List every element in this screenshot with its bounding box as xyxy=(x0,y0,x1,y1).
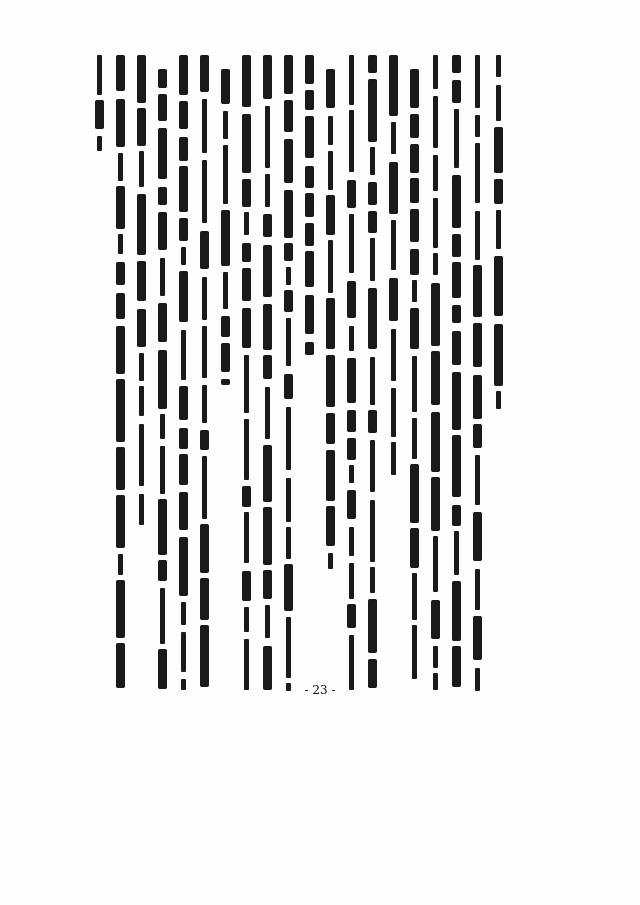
text-word xyxy=(368,79,377,142)
text-word xyxy=(412,625,417,679)
text-word xyxy=(158,499,167,555)
text-word xyxy=(412,573,417,620)
text-word xyxy=(265,605,270,638)
text-word xyxy=(181,330,186,380)
text-word xyxy=(284,100,293,132)
text-word xyxy=(433,198,438,248)
text-word xyxy=(181,632,186,672)
text-column xyxy=(95,55,109,151)
text-word xyxy=(412,418,417,459)
text-column xyxy=(494,55,508,415)
text-word xyxy=(475,55,480,108)
text-word xyxy=(389,55,398,116)
text-word xyxy=(179,454,188,485)
text-word xyxy=(158,303,167,342)
text-word xyxy=(139,353,144,381)
text-word xyxy=(412,356,417,412)
text-word xyxy=(433,536,438,592)
text-word xyxy=(452,234,461,257)
text-word xyxy=(116,447,125,490)
text-word xyxy=(391,442,396,475)
text-column xyxy=(410,69,424,690)
text-word xyxy=(160,588,165,644)
text-column xyxy=(305,55,319,355)
text-word xyxy=(116,643,125,688)
text-word xyxy=(179,101,188,129)
text-column xyxy=(116,55,130,690)
text-word xyxy=(97,136,102,151)
text-word xyxy=(494,127,503,173)
text-word xyxy=(473,512,482,561)
text-column xyxy=(431,55,445,690)
text-word xyxy=(494,324,503,386)
text-column xyxy=(389,55,403,475)
text-word xyxy=(179,492,188,530)
text-word xyxy=(242,179,251,207)
text-column xyxy=(347,55,361,690)
text-word xyxy=(179,218,188,241)
text-word xyxy=(433,96,438,148)
text-column xyxy=(158,69,172,690)
text-word xyxy=(473,323,482,367)
text-word xyxy=(347,438,356,460)
text-word xyxy=(410,114,419,138)
text-word xyxy=(286,478,291,522)
text-word xyxy=(452,305,461,323)
text-word xyxy=(179,55,188,95)
text-word xyxy=(116,580,125,638)
text-word xyxy=(286,527,291,559)
text-word xyxy=(158,94,167,121)
text-word xyxy=(473,424,482,448)
text-word xyxy=(349,214,354,273)
text-word xyxy=(284,374,293,399)
text-word xyxy=(431,351,440,405)
text-word xyxy=(349,110,354,172)
text-column xyxy=(242,55,256,690)
text-word xyxy=(326,413,335,444)
text-word xyxy=(284,190,293,238)
text-word xyxy=(139,424,144,486)
text-word xyxy=(410,249,419,275)
text-word xyxy=(223,111,228,139)
text-word xyxy=(328,151,333,190)
text-word xyxy=(473,375,482,419)
text-word xyxy=(370,238,375,281)
text-word xyxy=(328,553,333,569)
text-word xyxy=(347,180,356,208)
text-word xyxy=(286,318,291,366)
text-word xyxy=(452,331,461,365)
text-word xyxy=(326,298,335,349)
text-word xyxy=(284,55,293,94)
text-word xyxy=(305,116,314,158)
text-column xyxy=(452,55,466,690)
text-word xyxy=(265,174,270,207)
text-word xyxy=(179,271,188,322)
text-word xyxy=(305,251,314,287)
text-word xyxy=(452,262,461,298)
text-word xyxy=(160,414,165,439)
text-word xyxy=(200,231,209,269)
text-word xyxy=(244,512,249,563)
text-word xyxy=(349,326,354,351)
text-word xyxy=(305,223,314,246)
text-word xyxy=(410,178,419,203)
text-word xyxy=(496,55,501,77)
text-word xyxy=(284,290,293,312)
text-word xyxy=(179,428,188,449)
text-word xyxy=(116,186,125,229)
text-word xyxy=(326,69,335,108)
text-word xyxy=(116,55,125,91)
text-word xyxy=(118,554,123,575)
text-word xyxy=(202,277,207,320)
text-word xyxy=(412,280,417,302)
text-word xyxy=(431,412,440,472)
text-column xyxy=(179,55,193,690)
text-word xyxy=(181,247,186,265)
text-word xyxy=(496,391,501,409)
text-word xyxy=(452,505,461,526)
text-word xyxy=(475,211,480,260)
text-word xyxy=(326,195,335,235)
text-word xyxy=(223,145,228,204)
text-word xyxy=(496,210,501,249)
text-word xyxy=(137,261,146,301)
text-word xyxy=(116,379,125,442)
text-word xyxy=(160,446,165,494)
text-word xyxy=(326,450,335,501)
text-word xyxy=(473,616,482,660)
text-word xyxy=(158,128,167,179)
text-word xyxy=(158,187,167,205)
page-number: - 23 - xyxy=(304,683,336,697)
text-word xyxy=(347,490,356,519)
text-word xyxy=(181,602,186,625)
text-word xyxy=(244,355,249,413)
text-word xyxy=(179,166,188,212)
text-word xyxy=(263,570,272,599)
text-word xyxy=(284,243,293,261)
text-word xyxy=(305,55,314,84)
text-word xyxy=(202,160,207,223)
text-word xyxy=(410,308,419,349)
text-word xyxy=(452,581,461,641)
text-word xyxy=(265,387,270,439)
text-word xyxy=(202,326,207,378)
text-word xyxy=(454,531,459,575)
text-column xyxy=(200,55,214,690)
text-column xyxy=(473,55,487,691)
text-word xyxy=(494,256,503,316)
text-word xyxy=(179,537,188,596)
text-word xyxy=(370,500,375,562)
text-word xyxy=(368,211,377,233)
text-word xyxy=(370,147,375,175)
text-word xyxy=(349,527,354,556)
text-word xyxy=(242,55,251,107)
text-word xyxy=(158,212,167,250)
text-word xyxy=(368,55,377,73)
text-word xyxy=(202,456,207,519)
text-word xyxy=(158,560,167,581)
text-word xyxy=(431,600,440,639)
text-word xyxy=(116,293,125,319)
text-word xyxy=(97,55,102,95)
text-word xyxy=(242,243,251,262)
text-word xyxy=(221,343,230,372)
text-word xyxy=(452,372,461,430)
text-word xyxy=(221,379,230,385)
text-word xyxy=(391,220,396,270)
text-word xyxy=(305,295,314,334)
text-word xyxy=(431,283,440,346)
text-word xyxy=(263,214,272,237)
text-word xyxy=(368,288,377,349)
text-word xyxy=(158,350,167,409)
text-word xyxy=(305,166,314,188)
text-word xyxy=(221,69,230,104)
text-word xyxy=(202,385,207,423)
text-word xyxy=(326,355,335,407)
text-word xyxy=(475,455,480,505)
text-word xyxy=(221,316,230,337)
text-word xyxy=(160,258,165,296)
text-word xyxy=(242,571,251,601)
text-word xyxy=(200,625,209,687)
text-word xyxy=(200,578,209,620)
text-word xyxy=(433,253,438,275)
text-word xyxy=(328,116,333,145)
text-word xyxy=(263,507,272,565)
text-word xyxy=(410,69,419,108)
text-word xyxy=(223,272,228,309)
text-word xyxy=(475,115,480,137)
text-word xyxy=(305,193,314,217)
text-word xyxy=(137,55,146,103)
text-word xyxy=(242,114,251,173)
text-word xyxy=(433,646,438,668)
text-word xyxy=(244,212,249,235)
text-word xyxy=(349,563,354,599)
text-word xyxy=(475,143,480,203)
text-word xyxy=(391,122,396,154)
text-word xyxy=(116,99,125,147)
text-word xyxy=(473,265,482,317)
text-word xyxy=(368,182,377,205)
mongolian-text-body xyxy=(95,55,515,690)
text-word xyxy=(349,55,354,105)
text-word xyxy=(137,194,146,255)
text-word xyxy=(263,355,272,379)
text-word xyxy=(263,445,272,502)
text-word xyxy=(242,268,251,301)
text-word xyxy=(452,80,461,103)
text-column xyxy=(137,55,151,525)
text-word xyxy=(200,524,209,573)
text-word xyxy=(454,109,459,168)
text-word xyxy=(116,495,125,548)
text-word xyxy=(496,85,501,121)
text-word xyxy=(410,528,419,568)
text-word xyxy=(116,326,125,374)
text-word xyxy=(410,464,419,523)
text-word xyxy=(200,55,209,92)
text-word xyxy=(118,153,123,181)
text-column xyxy=(221,69,235,385)
text-word xyxy=(179,386,188,420)
text-word xyxy=(475,569,480,610)
text-word xyxy=(347,410,356,432)
text-word xyxy=(179,137,188,161)
text-word xyxy=(200,430,209,450)
text-word xyxy=(244,419,249,480)
text-word xyxy=(305,90,314,110)
text-word xyxy=(452,435,461,497)
text-column xyxy=(326,69,340,569)
text-word xyxy=(370,567,375,593)
text-word xyxy=(410,209,419,242)
text-word xyxy=(265,106,270,168)
text-word xyxy=(452,646,461,687)
text-word xyxy=(494,179,503,204)
text-word xyxy=(286,407,291,470)
text-word xyxy=(284,139,293,183)
text-word xyxy=(139,494,144,525)
text-word xyxy=(263,245,272,297)
text-word xyxy=(116,262,125,285)
text-column xyxy=(368,55,382,690)
text-word xyxy=(389,162,398,214)
text-word xyxy=(368,410,377,433)
text-column xyxy=(284,55,298,691)
text-word xyxy=(118,234,123,254)
text-word xyxy=(139,151,144,187)
text-word xyxy=(431,477,440,531)
text-word xyxy=(286,267,291,285)
text-word xyxy=(137,309,146,347)
text-word xyxy=(263,55,272,99)
text-word xyxy=(286,617,291,678)
text-word xyxy=(349,465,354,483)
text-word xyxy=(452,175,461,228)
text-word xyxy=(221,210,230,266)
text-word xyxy=(391,388,396,437)
text-word xyxy=(347,358,356,403)
text-word xyxy=(244,607,249,632)
text-word xyxy=(347,281,356,318)
text-word xyxy=(137,108,146,146)
text-word xyxy=(433,155,438,191)
text-word xyxy=(158,69,167,88)
text-word xyxy=(242,486,251,507)
text-word xyxy=(242,308,251,348)
text-word xyxy=(284,564,293,611)
text-word xyxy=(410,144,419,173)
text-word xyxy=(349,635,354,690)
text-word xyxy=(370,357,375,405)
text-word xyxy=(328,240,333,293)
text-word xyxy=(452,55,461,73)
text-word xyxy=(433,55,438,89)
text-word xyxy=(305,342,314,355)
text-word xyxy=(95,100,104,129)
text-word xyxy=(368,599,377,653)
text-column xyxy=(263,55,277,690)
text-word xyxy=(347,604,356,628)
text-word xyxy=(389,278,398,321)
text-word xyxy=(326,506,335,546)
text-word xyxy=(391,329,396,381)
text-word xyxy=(263,304,272,350)
text-word xyxy=(139,386,144,416)
text-word xyxy=(370,440,375,492)
text-word xyxy=(202,99,207,153)
